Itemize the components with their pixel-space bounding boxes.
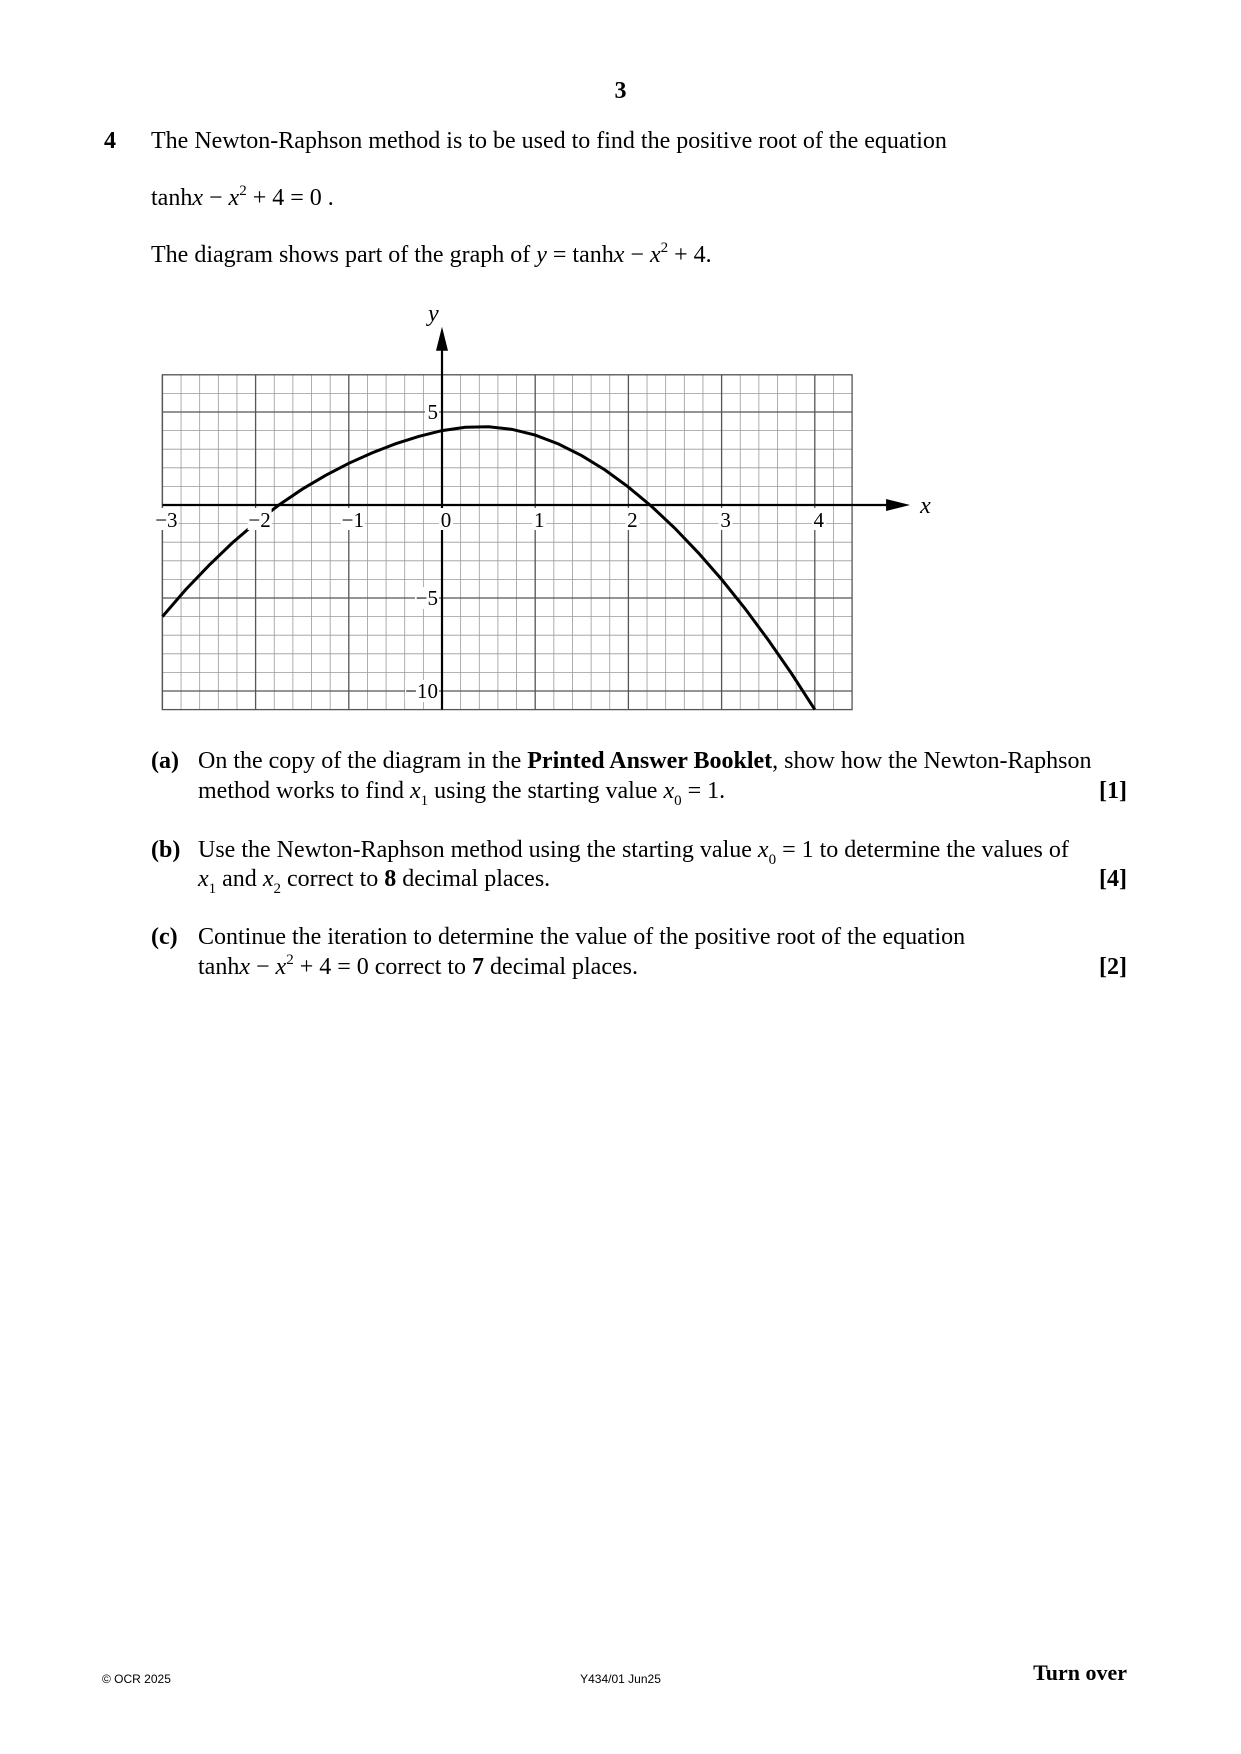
part-c-marks: [2] (1099, 954, 1127, 980)
turn-over-label: Turn over (1033, 1660, 1127, 1685)
x-axis-arrow (886, 499, 910, 511)
x-axis-label: x (920, 493, 931, 519)
part-a-marks: [1] (1099, 778, 1127, 804)
part-c-label: (c) (151, 924, 178, 950)
y-axis-arrow (436, 327, 448, 351)
grid-minor (162, 375, 852, 710)
y-tick-label: 5 (427, 400, 438, 424)
x-tick-label: 4 (813, 508, 825, 532)
equation: $\tanh x - x^2 + 4 = 0$ . (151, 183, 334, 211)
question-intro: The Newton-Raphson method is to be used to find the positive root of the equation (151, 128, 947, 154)
x-tick-label: −2 (248, 508, 271, 532)
part-a-line1: On the copy of the diagram in the Printed Answer Booklet, show how the Newton-Raphson (198, 748, 1092, 774)
curve-series (162, 427, 814, 710)
x-tick-label: 1 (533, 508, 545, 532)
part-b-line1: Use the Newton-Raphson method using the starting value $x_0 = 1$ to determine the values of (198, 837, 1069, 868)
x-tick-label: −3 (155, 508, 178, 532)
part-b-marks: [4] (1099, 866, 1127, 892)
page-number: 3 (614, 78, 627, 104)
question-number: 4 (104, 128, 116, 154)
y-axis-label: y (428, 300, 439, 327)
x-tick-label: 0 (440, 508, 452, 532)
function-graph (0, 0, 1241, 760)
y-tick-label: −5 (415, 586, 438, 610)
part-b-label: (b) (151, 837, 181, 863)
part-c-line1: Continue the iteration to determine the value of the positive root of the equation (198, 924, 966, 950)
footer-copyright: © OCR 2025 (102, 1672, 171, 1686)
x-tick-label: −1 (341, 508, 364, 532)
y-tick-label: −10 (405, 679, 438, 703)
part-a-line2: method works to find $x_1$ using the starting value $x_0 = 1$. (198, 778, 726, 809)
part-b-line2: $x_1$ and $x_2$ correct to 8 decimal places. (198, 866, 551, 897)
diagram-description: The diagram shows part of the graph of $y = \tanh x - x^2 + 4$. (151, 240, 712, 268)
x-tick-label: 3 (720, 508, 731, 532)
part-a-label: (a) (151, 748, 179, 774)
x-tick-label: 2 (627, 508, 638, 532)
part-c-line2: $\tanh x - x^2 + 4 = 0$ correct to 7 decimal places. (198, 952, 638, 980)
footer-paper-code: Y434/01 Jun25 (580, 1672, 661, 1686)
